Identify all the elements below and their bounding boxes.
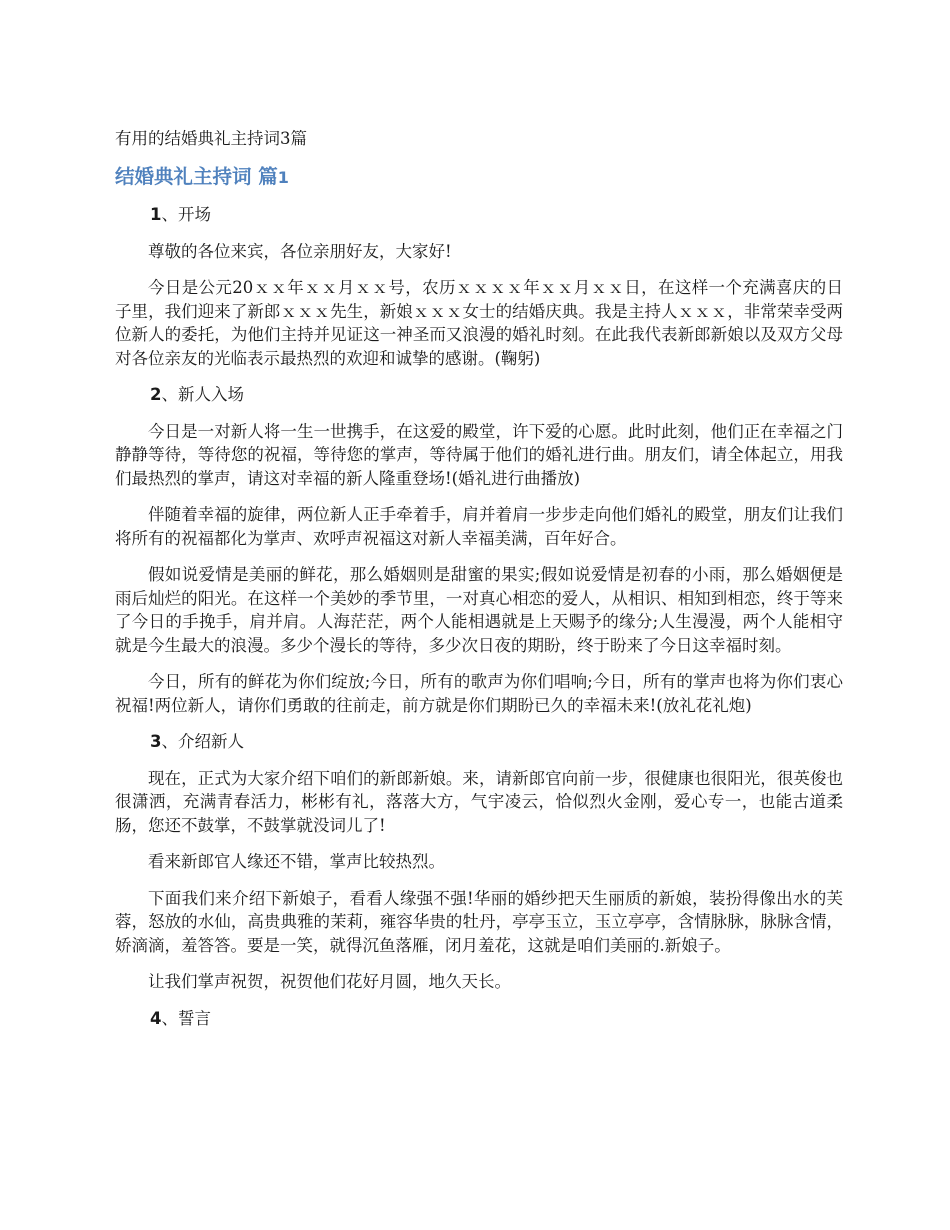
paragraph: 伴随着幸福的旋律，两位新人正手牵着手，肩并着肩一步步走向他们婚礼的殿堂，朋友们让我们将所有的祝福都化为掌声、欢呼声祝福这对新人幸福美满，百年好合。 [115, 505, 843, 548]
heading-number: 1 [277, 168, 289, 187]
paragraph: 今日是一对新人将一生一世携手，在这爱的殿堂，许下爱的心愿。此时此刻，他们正在幸福之门静静等待，等待您的祝福，等待您的掌声，等待属于他们的婚礼进行曲。朋友们，请全体起立，用我们最热烈的掌声，请这对幸福的新人隆重登场!(婚礼进行曲播放) [115, 421, 843, 488]
section-title: 、介绍新人 [161, 732, 244, 751]
paragraph: 尊敬的各位来宾，各位亲朋好友，大家好! [148, 241, 452, 261]
paragraph: 今日是公元20ｘｘ年ｘｘ月ｘｘ号，农历ｘｘｘｘ年ｘｘ月ｘｘ日，在这样一个充满喜庆的日子里，我们迎来了新郎ｘｘｘ先生，新娘ｘｘｘ女士的结婚庆典。我是主持人ｘｘｘ，非常荣幸受两位新人的委托，为他们主持并见证这一神圣而又浪漫的婚礼时刻。在此我代表新郎新娘以及双方父母对各位亲友的光临表示最热烈的欢迎和诚挚的感谢。(鞠躬) [115, 278, 843, 368]
section-label [115, 730, 843, 754]
section-label [115, 383, 843, 407]
paragraph: 看来新郎官人缘还不错，掌声比较热烈。 [148, 852, 445, 871]
paragraph: 让我们掌声祝贺，祝贺他们花好月圆，地久天长。 [148, 972, 511, 991]
section-title: 、新人入场 [161, 385, 244, 404]
section-number: 3 [150, 732, 162, 751]
document-title: 有用的结婚典礼主持词3篇 [115, 129, 307, 148]
section-number: 2 [150, 385, 162, 404]
section-label [115, 1007, 843, 1031]
document-body [115, 203, 843, 1043]
section-title: 、开场 [161, 205, 211, 224]
section-number: 4 [150, 1008, 162, 1028]
section-title: 、誓言 [161, 1008, 211, 1028]
section-number: 1 [150, 205, 162, 224]
section-label [115, 203, 843, 227]
paragraph: 假如说爱情是美丽的鲜花，那么婚姻则是甜蜜的果实;假如说爱情是初春的小雨，那么婚姻便是雨后灿烂的阳光。在这样一个美妙的季节里，一对真心相恋的爱人，从相识、相知到相恋，终于等来了今日的手挽手，肩并肩。人海茫茫，两个人能相遇就是上天赐予的缘分;人生漫漫，两个人能相守就是今生最大的浪漫。多少个漫长的等待，多少次日夜的期盼，终于盼来了今日这幸福时刻。 [115, 565, 843, 655]
section-heading [115, 162, 289, 193]
paragraph: 现在，正式为大家介绍下咱们的新郎新娘。来，请新郎官向前一步，很健康也很阳光，很英俊也很潇洒，充满青春活力，彬彬有礼，落落大方，气宇凌云，恰似烈火金刚，爱心专一，也能古道柔肠，您还不鼓掌，不鼓掌就没词儿了! [115, 768, 843, 835]
heading-text: 结婚典礼主持词 篇 [115, 165, 278, 188]
paragraph: 下面我们来介绍下新娘子，看看人缘强不强!华丽的婚纱把天生丽质的新娘，装扮得像出水的芙蓉，怒放的水仙，高贵典雅的茉莉，雍容华贵的牡丹，亭亭玉立，玉立亭亭，含情脉脉，脉脉含情，娇滴滴，羞答答。要是一笑，就得沉鱼落雁，闭月羞花，这就是咱们美丽的.新娘子。 [115, 888, 843, 955]
paragraph: 今日，所有的鲜花为你们绽放;今日，所有的歌声为你们唱响;今日，所有的掌声也将为你们衷心祝福!两位新人，请你们勇敢的往前走，前方就是你们期盼已久的幸福未来!(放礼花礼炮) [115, 672, 843, 715]
